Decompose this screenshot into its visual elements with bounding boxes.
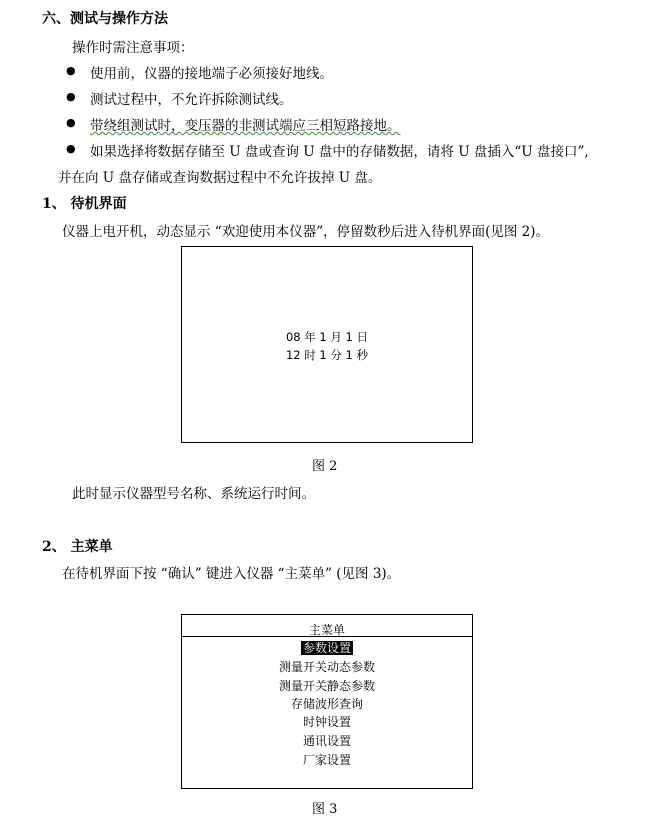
bullet-text-continued: 并在向 U 盘存储或查询数据过程中不允许拔掉 U 盘。 bbox=[58, 170, 382, 186]
screen-time: 12 时 1 分 1 秒 bbox=[285, 348, 369, 362]
menu-item[interactable]: 厂家设置 bbox=[302, 753, 351, 767]
section-title: 六、测试与操作方法 bbox=[42, 11, 168, 27]
main-menu-screen bbox=[181, 614, 473, 789]
bullet-icon: ● bbox=[66, 142, 76, 155]
bullet-text: 使用前，仪器的接地端子必须接好地线。 bbox=[90, 66, 333, 82]
bullet-icon: ● bbox=[66, 90, 76, 103]
bullet-text: 测试过程中，不允许拆除测试线。 bbox=[90, 92, 293, 108]
standby-note: 此时显示仪器型号名称、系统运行时间。 bbox=[72, 486, 315, 502]
main-menu-section-title: 2、 主菜单 bbox=[42, 539, 113, 555]
menu-item[interactable]: 测量开关静态参数 bbox=[278, 679, 375, 693]
menu-divider bbox=[182, 636, 472, 637]
menu-item[interactable]: 时钟设置 bbox=[302, 715, 351, 729]
menu-item[interactable]: 测量开关动态参数 bbox=[278, 660, 375, 674]
main-menu-description: 在待机界面下按 “确认” 键进入仪器 “主菜单” (见图 3)。 bbox=[62, 566, 401, 582]
standby-description: 仪器上电开机，动态显示 “欢迎使用本仪器”，停留数秒后进入待机界面(见图 2)。 bbox=[62, 224, 550, 240]
figure-caption: 图 3 bbox=[312, 802, 338, 817]
bullet-text: 如果选择将数据存储至 U 盘或查询 U 盘中的存储数据，请将 U 盘插入“U 盘接口”, bbox=[90, 144, 589, 160]
menu-item[interactable]: 通讯设置 bbox=[302, 734, 351, 748]
bullet-icon: ● bbox=[66, 116, 76, 129]
figure-caption: 图 2 bbox=[312, 459, 338, 474]
screen-date: 08 年 1 月 1 日 bbox=[285, 330, 369, 344]
menu-screen-title: 主菜单 bbox=[308, 623, 345, 637]
bullet-text: 带绕组测试时，变压器的非测试端应三相短路接地。 bbox=[90, 118, 401, 134]
menu-item-selected-label: 参数设置 bbox=[302, 641, 351, 655]
standby-section-title: 1、 待机界面 bbox=[42, 196, 127, 212]
menu-item-selected[interactable] bbox=[182, 639, 472, 656]
notes-intro: 操作时需注意事项： bbox=[72, 40, 194, 56]
bullet-icon: ● bbox=[66, 64, 76, 77]
menu-item[interactable]: 存储波形查询 bbox=[290, 697, 363, 711]
standby-screen bbox=[181, 246, 473, 443]
